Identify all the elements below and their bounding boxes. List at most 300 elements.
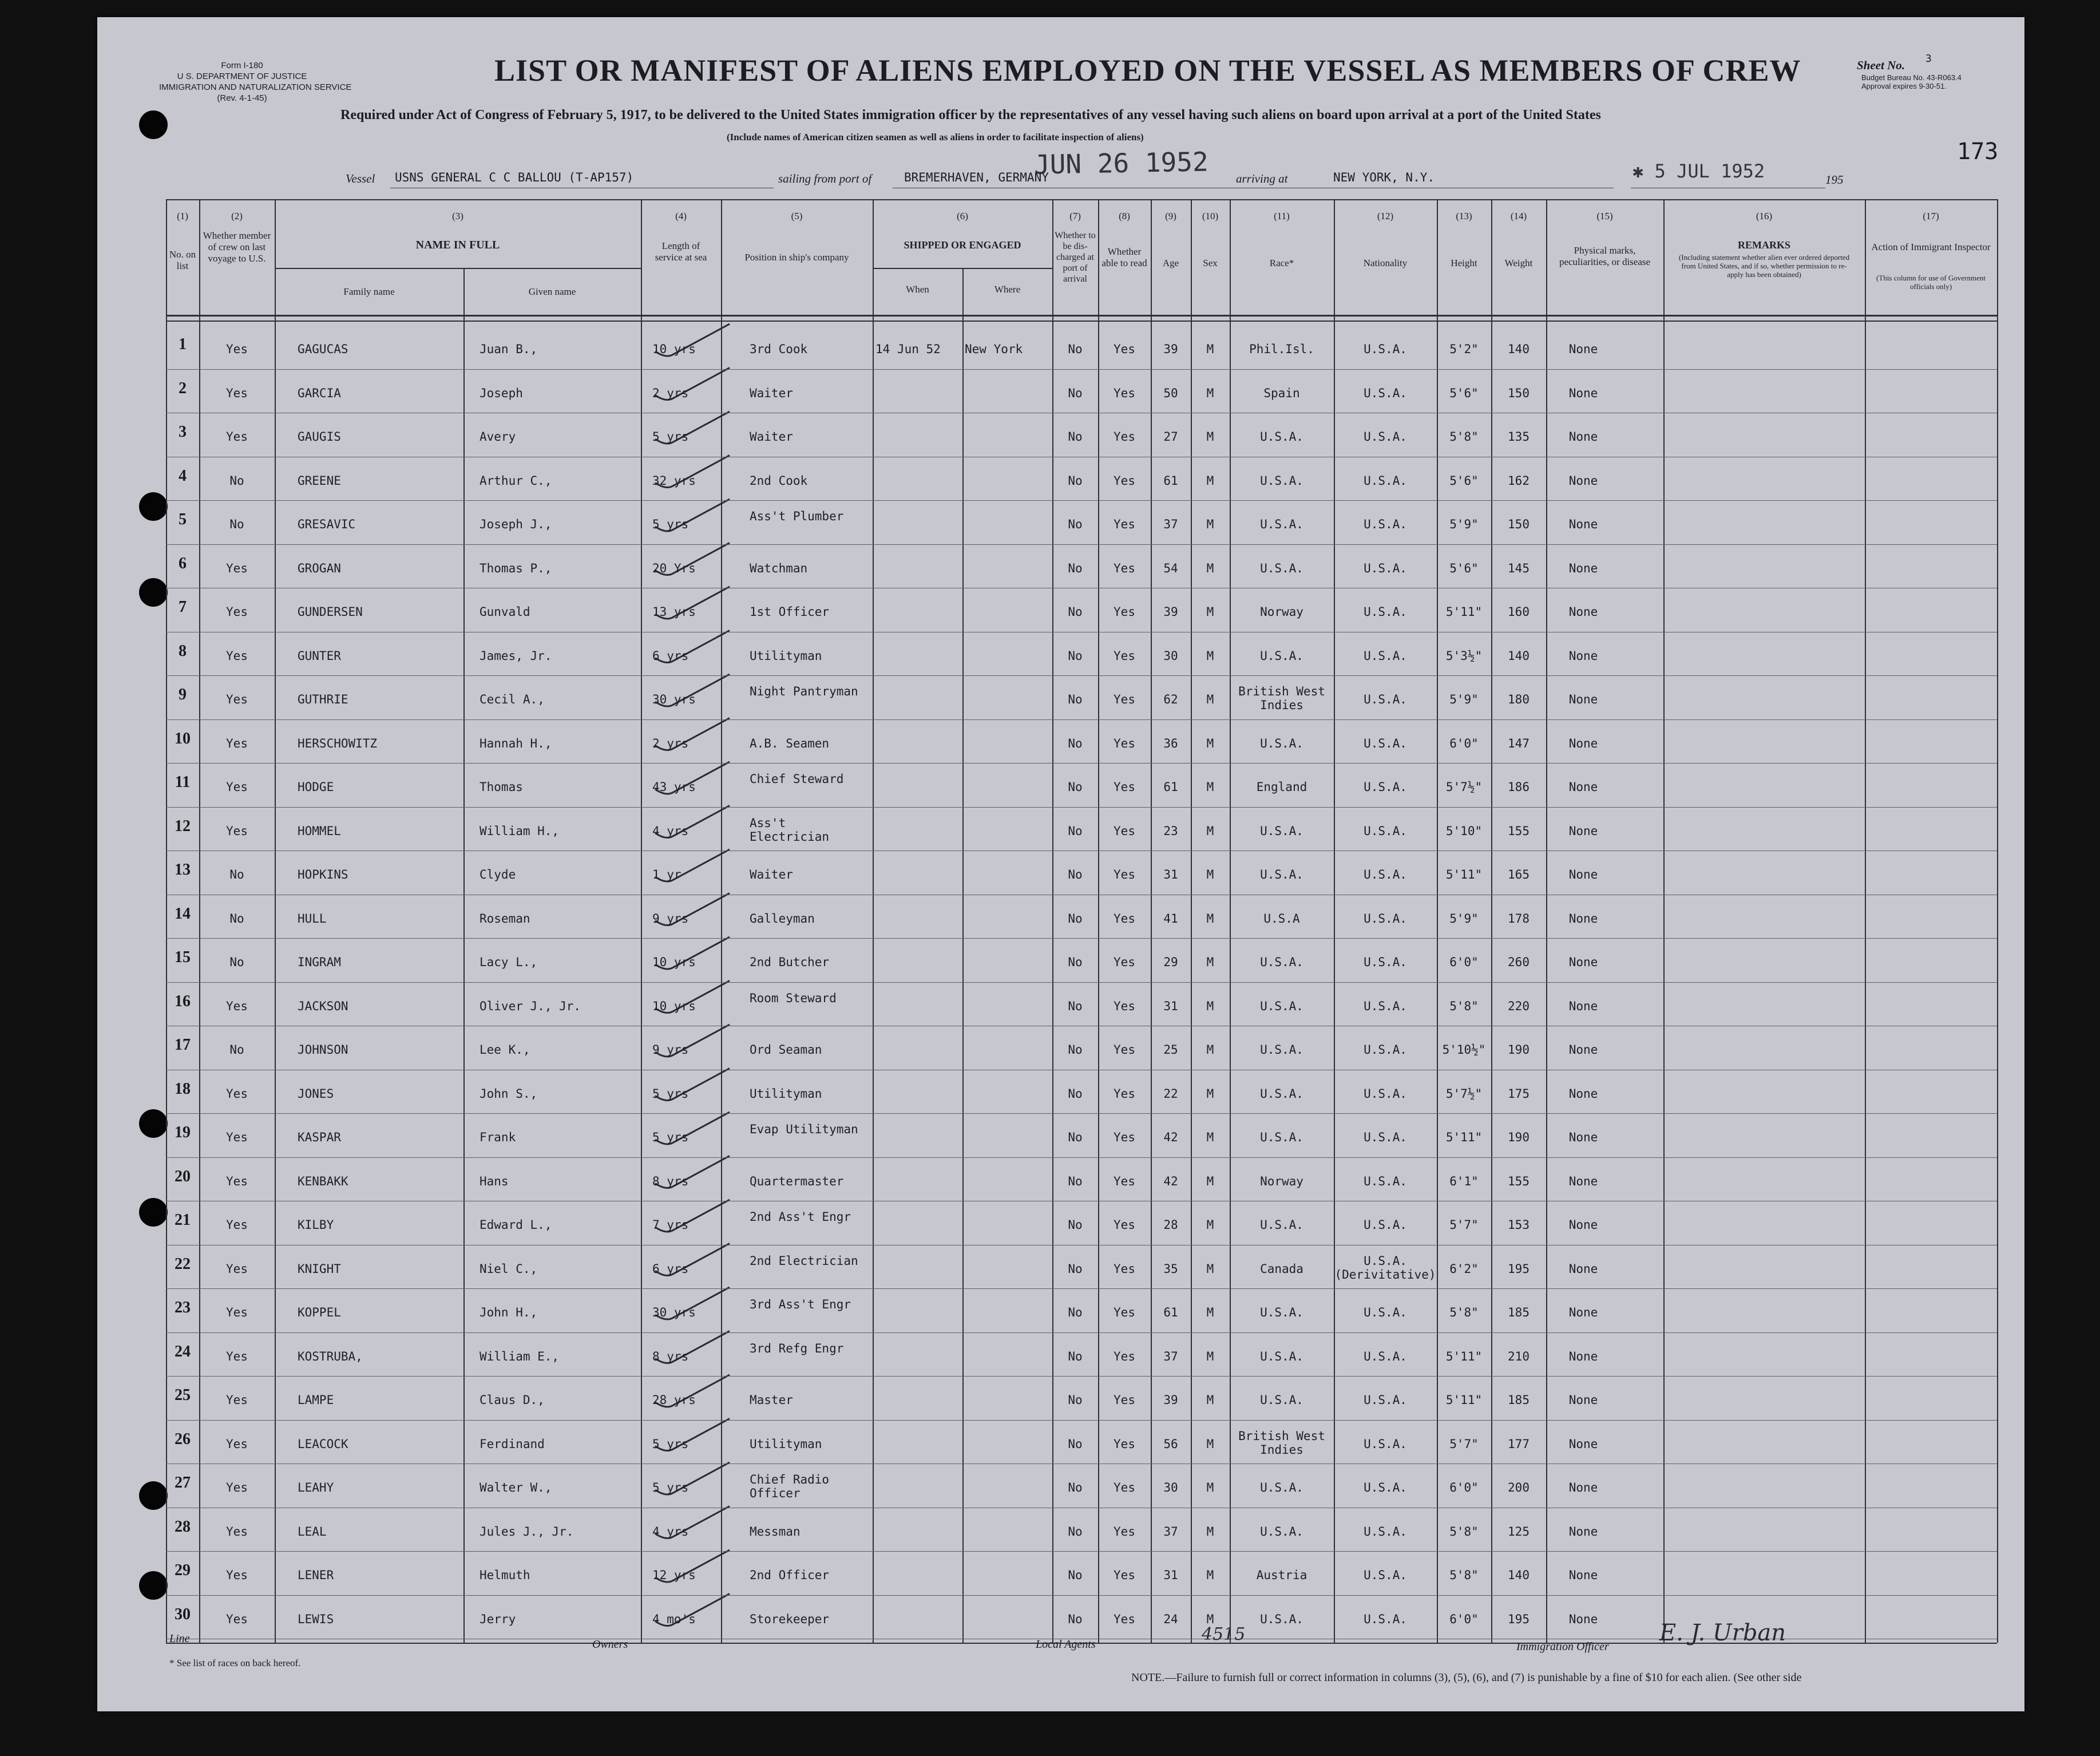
row-number: 30 [175,1605,191,1623]
height-cell: 6'2" [1449,1261,1479,1276]
last-voyage-cell: Yes [226,1218,248,1232]
nationality-cell: U.S.A. [1364,868,1407,881]
height-cell: 5'6" [1449,473,1479,488]
family-name-cell: GRESAVIC [298,517,356,531]
last-voyage-cell: Yes [226,999,248,1013]
col-num: (17) [1923,211,1939,222]
sex-cell: M [1206,824,1214,838]
discharged-cell: No [1068,386,1083,400]
weight-cell: 200 [1508,1481,1530,1494]
discharged-cell: No [1068,517,1083,531]
sex-cell: M [1206,1437,1214,1451]
age-cell: 22 [1163,1086,1178,1101]
col-header-able-to-read: Whether able to read [1101,246,1147,268]
service-cell: 8 yrs [652,1174,689,1188]
row-number: 24 [175,1342,191,1360]
sex-cell: M [1206,605,1214,619]
age-cell: 27 [1163,430,1178,444]
inspector-instructions: (This column for use of Government officials only) [1876,274,1986,291]
race-cell: U.S.A. [1260,1043,1303,1057]
sex-cell: M [1206,780,1214,794]
nationality-cell: U.S.A. [1364,386,1407,400]
nationality-cell: U.S.A. [1364,1524,1407,1539]
col-num: (12) [1377,211,1394,222]
row-rule [166,763,1997,764]
family-name-cell: GROGAN [298,561,341,575]
height-cell: 5'7" [1449,1437,1479,1451]
when-cell: 14 Jun 52 [875,342,941,356]
discharged-cell: No [1068,1524,1083,1539]
family-name-cell: JOHNSON [298,1043,348,1057]
age-cell: 37 [1163,1524,1178,1539]
position-cell: Watchman [750,561,808,575]
weight-cell: 160 [1508,605,1530,619]
height-cell: 5'9" [1449,517,1479,531]
row-number: 3 [179,423,187,441]
last-voyage-cell: Yes [226,1261,248,1276]
weight-cell: 177 [1508,1437,1530,1451]
weight-cell: 125 [1508,1524,1530,1539]
sex-cell: M [1206,430,1214,444]
last-voyage-cell: Yes [226,693,248,706]
position-cell: Waiter [750,386,793,400]
manifest-title: LIST OR MANIFEST OF ALIENS EMPLOYED ON THE VESSEL AS MEMBERS OF CREW [494,53,1801,88]
col-header-given-name: Given name [528,286,576,297]
weight-cell: 220 [1508,999,1530,1013]
position-cell: Quartermaster [750,1174,844,1188]
col-num: (16) [1756,211,1773,222]
position-cell: Master [750,1393,793,1407]
height-cell: 6'0" [1449,1612,1479,1626]
height-cell: 5'11" [1445,868,1483,881]
nationality-cell: U.S.A. [1364,1349,1407,1363]
family-name-cell: KOPPEL [298,1306,341,1319]
col-num: (7) [1069,211,1081,222]
nationality-cell: U.S.A. [1364,648,1407,663]
discharged-cell: No [1068,955,1083,969]
local-agents-value: 4515 [1202,1624,1246,1644]
position-cell: Ass't Electrician [750,816,830,844]
discharged-cell: No [1068,1086,1083,1101]
col-header-no-on-list: No. on list [169,249,196,271]
position-cell: A.B. Seamen [750,736,830,750]
race-cell: U.S.A. [1260,1612,1303,1626]
age-cell: 61 [1163,780,1178,794]
service-cell: 4 yrs [652,1524,689,1539]
sex-cell: M [1206,1481,1214,1494]
discharged-cell: No [1068,342,1083,356]
year-suffix: 195 [1825,173,1844,187]
discharged-cell: No [1068,1393,1083,1407]
height-cell: 5'9" [1449,693,1479,706]
age-cell: 39 [1163,605,1178,619]
discharged-cell: No [1068,780,1083,794]
able-to-read-cell: Yes [1114,430,1135,444]
race-cell: U.S.A. [1260,1130,1303,1144]
position-cell: 2nd Cook [750,473,808,488]
sex-cell: M [1206,1218,1214,1232]
discharged-cell: No [1068,1481,1083,1494]
row-rule [166,500,1997,501]
nationality-cell: U.S.A. [1364,605,1407,619]
row-rule [166,1157,1997,1158]
able-to-read-cell: Yes [1114,1043,1135,1057]
age-cell: 24 [1163,1612,1178,1626]
weight-cell: 190 [1508,1043,1530,1057]
include-names-note: (Include names of American citizen seamen as well as aliens in order to facilitate inspection of aliens) [727,132,1144,143]
sex-cell: M [1206,1043,1214,1057]
row-number: 1 [179,335,187,353]
sex-cell: M [1206,911,1214,926]
physical-marks-cell: None [1568,1174,1598,1188]
family-name-cell: INGRAM [298,955,341,969]
given-name-cell: Jerry [480,1612,516,1626]
sex-cell: M [1206,473,1214,488]
port-from: BREMERHAVEN, GERMANY [904,171,1049,184]
height-cell: 5'3½" [1445,648,1483,663]
family-name-cell: HODGE [298,780,334,794]
col-num: (2) [231,211,243,222]
sex-cell: M [1206,1568,1214,1582]
physical-marks-cell: None [1568,1349,1598,1363]
act-of-congress-subtitle: Required under Act of Congress of February 5, 1917, to be delivered to the United States immigration officer by the representatives of any vessel having such aliens on board upon arrival at a port of the United States [340,108,1601,122]
last-voyage-cell: No [229,1043,244,1057]
family-name-cell: KILBY [298,1218,334,1232]
weight-cell: 145 [1508,561,1530,575]
height-cell: 6'0" [1449,955,1479,969]
col-num: (5) [791,211,803,222]
service-cell: 20 Yrs [652,561,696,575]
col-header-nationality: Nationality [1363,258,1408,268]
age-cell: 30 [1163,1481,1178,1494]
sex-cell: M [1206,1130,1214,1144]
where-cell: New York [965,342,1023,356]
last-voyage-cell: Yes [226,824,248,838]
last-voyage-cell: Yes [226,780,248,794]
family-name-cell: HERSCHOWITZ [298,736,378,750]
footer-officer-label: Immigration Officer [1516,1640,1609,1653]
age-cell: 62 [1163,693,1178,706]
given-name-cell: Cecil A., [480,693,545,706]
row-rule [166,1420,1997,1421]
sex-cell: M [1206,561,1214,575]
service-cell: 30 yrs [652,1306,696,1319]
able-to-read-cell: Yes [1114,605,1135,619]
age-cell: 28 [1163,1218,1178,1232]
physical-marks-cell: None [1568,911,1598,926]
col-header-sex: Sex [1203,258,1218,268]
physical-marks-cell: None [1568,824,1598,838]
given-name-cell: Juan B., [480,342,538,356]
position-cell: Waiter [750,868,793,881]
col-num: (3) [452,211,463,222]
port-to: NEW YORK, N.Y. [1333,171,1435,184]
immigration-officer-signature: E. J. Urban [1659,1620,1786,1646]
sex-cell: M [1206,955,1214,969]
given-name-cell: Thomas P., [480,561,552,575]
discharged-cell: No [1068,1218,1083,1232]
sex-cell: M [1206,517,1214,531]
age-cell: 41 [1163,911,1178,926]
race-cell: U.S.A. [1260,868,1303,881]
row-number: 5 [179,511,187,528]
height-cell: 5'8" [1449,1524,1479,1539]
row-number: 15 [175,948,191,966]
nationality-cell: U.S.A. [1364,736,1407,750]
position-cell: 2nd Electrician [750,1253,858,1268]
physical-marks-cell: None [1568,736,1598,750]
able-to-read-cell: Yes [1114,736,1135,750]
footer-line-label: Line [169,1632,190,1645]
nationality-cell: U.S.A. [1364,473,1407,488]
vessel-name: USNS GENERAL C C BALLOU (T-AP157) [395,171,634,184]
discharged-cell: No [1068,1174,1083,1188]
given-name-cell: Oliver J., Jr. [480,999,581,1013]
position-cell: 3rd Refg Engr [750,1341,844,1355]
height-cell: 6'0" [1449,1481,1479,1494]
family-name-cell: KASPAR [298,1130,341,1144]
race-cell: U.S.A. [1260,1306,1303,1319]
race-cell: U.S.A. [1260,1086,1303,1101]
able-to-read-cell: Yes [1114,780,1135,794]
family-name-cell: HULL [298,911,327,926]
sex-cell: M [1206,1393,1214,1407]
able-to-read-cell: Yes [1114,473,1135,488]
service-cell: 5 yrs [652,1437,689,1451]
age-cell: 61 [1163,1306,1178,1319]
given-name-cell: Roseman [480,911,530,926]
stamp-mark-icon: ✱ [1633,160,1655,182]
footer-owners-label: Owners [592,1638,628,1651]
age-cell: 36 [1163,736,1178,750]
given-name-cell: Clyde [480,868,516,881]
physical-marks-cell: None [1568,561,1598,575]
race-cell: U.S.A. [1260,824,1303,838]
height-cell: 5'11" [1445,1349,1483,1363]
row-number: 4 [179,466,187,485]
service-cell: 4 mo's [652,1612,696,1626]
age-cell: 39 [1163,1393,1178,1407]
position-cell: Evap Utilityman [750,1122,858,1136]
weight-cell: 210 [1508,1349,1530,1363]
given-name-cell: Thomas [480,780,523,794]
able-to-read-cell: Yes [1114,342,1135,356]
discharged-cell: No [1068,648,1083,663]
able-to-read-cell: Yes [1114,999,1135,1013]
sex-cell: M [1206,693,1214,706]
position-cell: 2nd Ass't Engr [750,1210,851,1224]
last-voyage-cell: Yes [226,736,248,750]
age-cell: 54 [1163,561,1178,575]
last-voyage-cell: Yes [226,648,248,663]
row-rule [166,1595,1997,1596]
row-number: 18 [175,1079,191,1098]
age-cell: 31 [1163,999,1178,1013]
col-num: (1) [177,211,188,222]
height-cell: 5'7" [1449,1218,1479,1232]
able-to-read-cell: Yes [1114,1524,1135,1539]
race-cell: Austria [1256,1568,1307,1582]
row-number: 19 [175,1124,191,1141]
given-name-cell: Joseph J., [480,517,552,531]
service-cell: 10 yrs [652,342,696,356]
discharged-cell: No [1068,1130,1083,1144]
nationality-cell: U.S.A. (Derivitative) [1334,1253,1436,1282]
family-name-cell: LEWIS [298,1612,334,1626]
nationality-cell: U.S.A. [1364,1568,1407,1582]
nationality-cell: U.S.A. [1364,1174,1407,1188]
physical-marks-cell: None [1568,1043,1598,1057]
col-num: (9) [1165,211,1176,222]
col-header-inspector-action: Action of Immigrant Inspector [1871,242,1991,252]
height-cell: 5'10" [1445,824,1483,838]
row-number: 13 [175,861,191,879]
able-to-read-cell: Yes [1114,1261,1135,1276]
able-to-read-cell: Yes [1114,1568,1135,1582]
given-name-cell: Ferdinand [480,1437,545,1451]
given-name-cell: Jules J., Jr. [480,1524,574,1539]
last-voyage-cell: Yes [226,605,248,619]
last-voyage-cell: Yes [226,1481,248,1494]
weight-cell: 135 [1508,430,1530,444]
race-cell: U.S.A. [1260,561,1303,575]
last-voyage-cell: Yes [226,1174,248,1188]
col-num: (15) [1596,211,1613,222]
remarks-instructions: (Including statement whether alien ever ordered deported from United States, and if so, whether permission to re-apply has been obtained) [1678,253,1850,279]
row-number: 6 [179,554,187,572]
last-voyage-cell: No [229,473,244,488]
service-cell: 5 yrs [652,1086,689,1101]
given-name-cell: Niel C., [480,1261,538,1276]
position-cell: Chief Radio Officer [750,1473,830,1500]
given-name-cell: William E., [480,1349,560,1363]
col-header-remarks: REMARKS [1737,239,1790,251]
discharged-cell: No [1068,736,1083,750]
last-voyage-cell: Yes [226,1306,248,1319]
position-cell: Utilityman [750,648,822,663]
nationality-cell: U.S.A. [1364,1043,1407,1057]
given-name-cell: Frank [480,1130,516,1144]
service-cell: 6 yrs [652,648,689,663]
position-cell: Utilityman [750,1437,822,1451]
row-number: 8 [179,642,187,660]
able-to-read-cell: Yes [1114,824,1135,838]
discharged-cell: No [1068,1306,1083,1319]
row-rule [166,369,1997,370]
nationality-cell: U.S.A. [1364,1130,1407,1144]
weight-cell: 195 [1508,1261,1530,1276]
col-header-length-of-service: Length of service at sea [655,240,707,263]
last-voyage-cell: Yes [226,561,248,575]
row-number: 20 [175,1167,191,1185]
budget-bureau-note: Budget Bureau No. 43-R063.4 Approval expires 9-30-51. [1861,73,1962,90]
age-cell: 50 [1163,386,1178,400]
able-to-read-cell: Yes [1114,648,1135,663]
nationality-cell: U.S.A. [1364,430,1407,444]
sex-cell: M [1206,1306,1214,1319]
given-name-cell: Edward L., [480,1218,552,1232]
col-num: (8) [1119,211,1130,222]
weight-cell: 186 [1508,780,1530,794]
race-cell: U.S.A. [1260,1481,1303,1494]
service-cell: 12 yrs [652,1568,696,1582]
row-number: 27 [175,1474,191,1492]
race-cell: Norway [1260,605,1303,619]
weight-cell: 195 [1508,1612,1530,1626]
service-cell: 13 yrs [652,605,696,619]
able-to-read-cell: Yes [1114,955,1135,969]
row-number: 21 [175,1211,191,1229]
col-header-age: Age [1162,258,1179,268]
weight-cell: 140 [1508,1568,1530,1582]
nationality-cell: U.S.A. [1364,561,1407,575]
col-header-physical-marks: Physical marks, peculiarities, or disease [1559,245,1651,267]
service-cell: 2 yrs [652,736,689,750]
family-name-cell: LEACOCK [298,1437,348,1451]
service-cell: 10 yrs [652,999,696,1013]
position-cell: 3rd Cook [750,342,808,356]
age-cell: 42 [1163,1130,1178,1144]
physical-marks-cell: None [1568,342,1598,356]
discharged-cell: No [1068,1612,1083,1626]
last-voyage-cell: Yes [226,1568,248,1582]
sex-cell: M [1206,999,1214,1013]
sex-cell: M [1206,1261,1214,1276]
given-name-cell: William H., [480,824,560,838]
sex-cell: M [1206,1612,1214,1626]
age-cell: 42 [1163,1174,1178,1188]
position-cell: 2nd Officer [750,1568,830,1582]
able-to-read-cell: Yes [1114,911,1135,926]
last-voyage-cell: No [229,868,244,881]
penalty-note: NOTE.—Failure to furnish full or correct information in columns (3), (5), (6), and (7) is punishable by a fine of $10 for each alien. (See other side [1131,1671,1802,1684]
vessel-label: Vessel [346,172,375,185]
last-voyage-cell: Yes [226,1437,248,1451]
nationality-cell: U.S.A. [1364,1481,1407,1494]
nationality-cell: U.S.A. [1364,824,1407,838]
able-to-read-cell: Yes [1114,868,1135,881]
race-cell: U.S.A. [1260,1349,1303,1363]
position-cell: Messman [750,1524,801,1539]
col-num: (13) [1456,211,1472,222]
col-header-weight: Weight [1504,258,1533,268]
row-number: 7 [179,598,187,616]
able-to-read-cell: Yes [1114,1218,1135,1232]
row-number: 28 [175,1517,191,1536]
discharged-cell: No [1068,1043,1083,1057]
form-identification: Form I-180 U S. DEPARTMENT OF JUSTICE IMMIGRATION AND NATURALIZATION SERVICE (Rev. 4-1-45) [159,61,352,103]
weight-cell: 150 [1508,386,1530,400]
family-name-cell: HOMMEL [298,824,341,838]
sex-cell: M [1206,1174,1214,1188]
age-cell: 30 [1163,648,1178,663]
sex-cell: M [1206,868,1214,881]
row-rule [166,1332,1997,1333]
service-cell: 43 yrs [652,780,696,794]
nationality-cell: U.S.A. [1364,1437,1407,1451]
row-number: 9 [179,686,187,703]
physical-marks-cell: None [1568,1568,1598,1582]
family-name-cell: KENBAKK [298,1174,348,1188]
manifest-sheet [97,17,2024,1711]
row-number: 11 [175,773,191,791]
row-rule [166,938,1997,939]
age-cell: 25 [1163,1043,1178,1057]
row-number: 22 [175,1255,191,1273]
row-number: 23 [175,1299,191,1316]
physical-marks-cell: None [1568,1393,1598,1407]
physical-marks-cell: None [1568,517,1598,531]
